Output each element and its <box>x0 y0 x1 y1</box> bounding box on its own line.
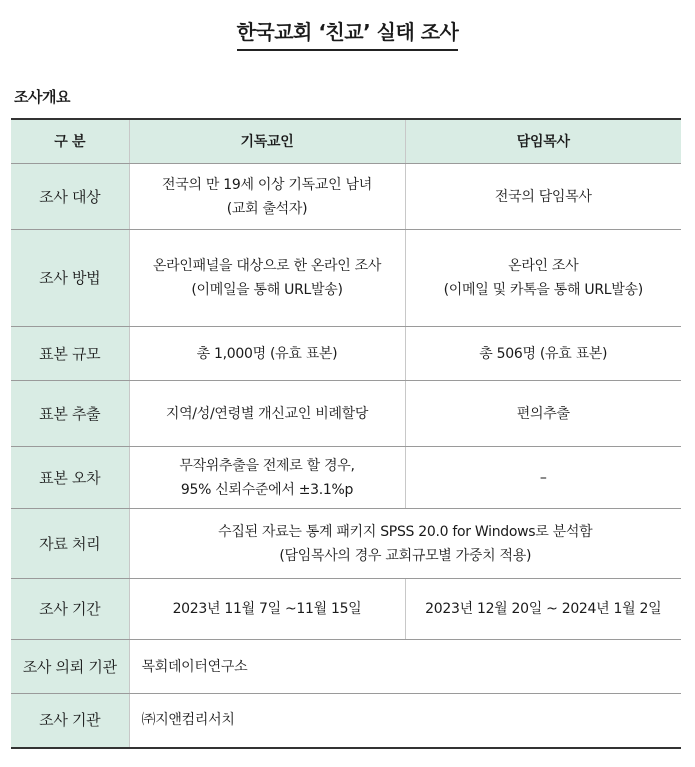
cell-christians <box>129 381 405 447</box>
table-row <box>11 694 681 748</box>
cell-pastors <box>405 381 681 447</box>
cell-line: 전국의 만 19세 이상 기독교인 남녀 <box>162 176 372 193</box>
cell-line: 2023년 11월 7일 ~11월 15일 <box>172 601 362 617</box>
table-row <box>11 164 681 230</box>
table-row <box>11 381 681 447</box>
table-row <box>11 327 681 381</box>
cell-line: (이메일을 통해 URL발송) <box>191 282 343 298</box>
cell-line: 편의추출 <box>516 405 570 422</box>
cell-line: 2023년 12월 20일 ~ 2024년 1월 2일 <box>425 601 662 617</box>
section-heading: 조사개요 <box>14 88 70 106</box>
cell-line: (이메일 및 카톡을 통해 URL발송) <box>443 282 643 298</box>
cell-merged <box>129 509 681 579</box>
cell-line: 지역/성/연령별 개신교인 비례할당 <box>165 405 369 422</box>
table-row <box>11 509 681 579</box>
row-label: 표본 오차 <box>11 447 129 509</box>
row-label: 조사 기관 <box>11 694 129 748</box>
table-row <box>11 579 681 640</box>
cell-pastors <box>405 164 681 230</box>
cell-line: (교회 출석자) <box>226 200 308 217</box>
cell-requesting-org: 목회데이터연구소 <box>129 640 681 694</box>
row-label: 조사 대상 <box>11 164 129 230</box>
cell-line: 95% 신뢰수준에서 ±3.1%p <box>180 481 354 498</box>
row-label: 조사 의뢰 기관 <box>11 640 129 694</box>
row-label: 자료 처리 <box>11 509 129 579</box>
row-label: 표본 규모 <box>11 327 129 381</box>
header-christians: 기독교인 <box>129 119 405 164</box>
cell-christians <box>129 579 405 640</box>
table-header-row <box>11 119 681 164</box>
header-pastors: 담임목사 <box>405 119 681 164</box>
survey-overview-table <box>11 118 681 749</box>
header-category: 구 분 <box>11 119 129 164</box>
cell-christians <box>129 447 405 509</box>
cell-line: 무작위추출을 전제로 할 경우, <box>179 457 355 474</box>
cell-pastors <box>405 230 681 327</box>
table-row <box>11 640 681 694</box>
cell-line: 수집된 자료는 통계 패키지 SPSS 20.0 for Windows로 분석함 <box>218 523 593 540</box>
cell-christians <box>129 230 405 327</box>
cell-line: 온라인 조사 <box>508 258 579 274</box>
cell-pastors <box>405 447 681 509</box>
document-title: 한국교회 ‘친교’ 실태 조사 <box>237 16 459 51</box>
table-row <box>11 447 681 509</box>
cell-line: 전국의 담임목사 <box>494 188 592 205</box>
document-title-wrap <box>0 16 695 51</box>
cell-line: – <box>539 469 547 486</box>
cell-line: (담임목사의 경우 교회규모별 가중치 적용) <box>279 547 532 564</box>
cell-pastors <box>405 579 681 640</box>
cell-christians <box>129 327 405 381</box>
cell-pastors <box>405 327 681 381</box>
cell-line: 총 506명 (유효 표본) <box>479 345 608 362</box>
cell-christians <box>129 164 405 230</box>
row-label: 조사 방법 <box>11 230 129 327</box>
table-row <box>11 230 681 327</box>
row-label: 표본 추출 <box>11 381 129 447</box>
cell-line: 총 1,000명 (유효 표본) <box>196 345 338 362</box>
cell-line: 온라인패널을 대상으로 한 온라인 조사 <box>152 258 382 274</box>
row-label: 조사 기간 <box>11 579 129 640</box>
cell-research-org: ㈜지앤컴리서치 <box>129 694 681 748</box>
